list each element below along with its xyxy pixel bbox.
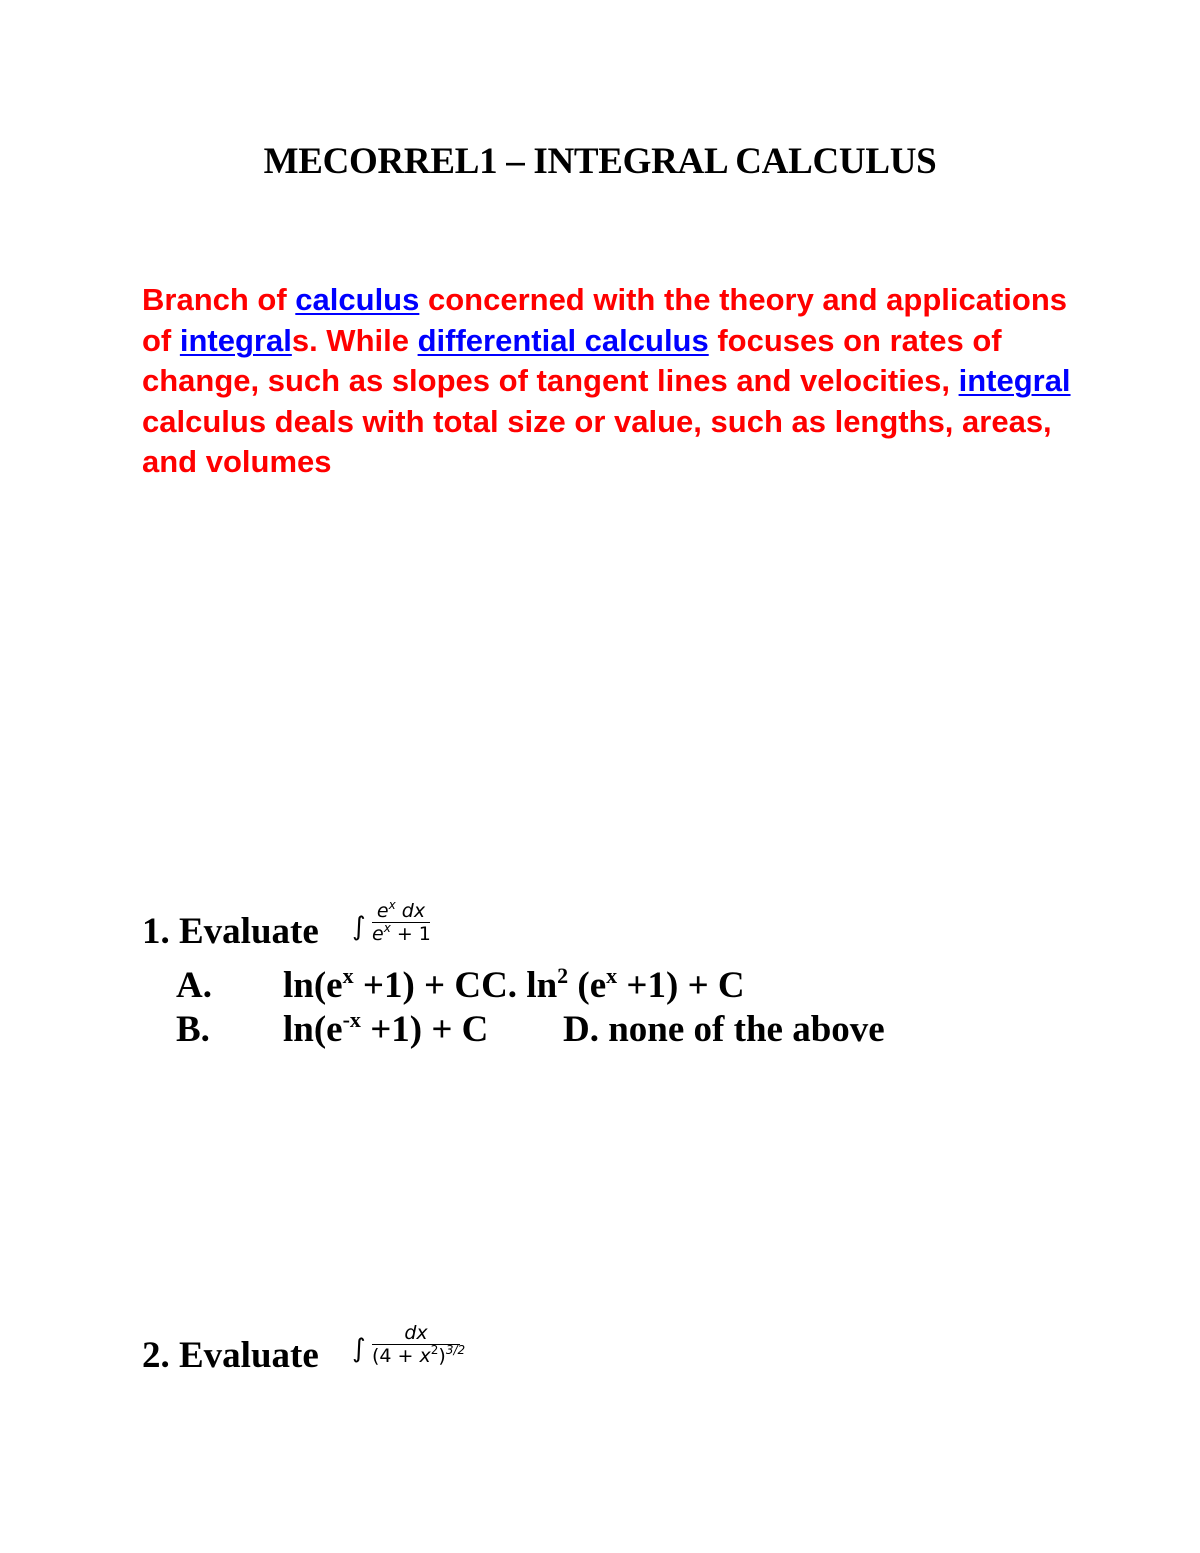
fraction-numerator: dx xyxy=(404,1322,428,1344)
question-prompt: Evaluate xyxy=(179,911,319,952)
integral-fraction xyxy=(372,1322,466,1367)
integral-sign: ∫ xyxy=(352,1334,366,1364)
intro-text: Branch of xyxy=(142,282,296,317)
question-number: 2. xyxy=(142,1335,170,1376)
question-1-label xyxy=(142,910,319,953)
fraction-denominator: $e^x + 1$ xyxy=(372,921,431,945)
link-integral[interactable]: integral xyxy=(958,363,1071,398)
option-b-text: $\ln(e^{-x} +1) + C$ xyxy=(283,1007,489,1050)
link-calculus[interactable]: calculus xyxy=(295,282,420,317)
intro-text: concerned with the theory and applications of xyxy=(142,282,1068,358)
intro-text: s. While xyxy=(291,322,418,358)
option-b-letter: B. xyxy=(176,1009,210,1050)
intro-text: focuses on rates of change, such as slopes of tangent lines and velocities, xyxy=(142,322,1002,398)
question-1-integral xyxy=(352,900,452,960)
question-prompt: Evaluate xyxy=(179,1335,319,1376)
option-a-letter: A. xyxy=(176,965,212,1006)
intro-text: calculus deals with total size or value, such as lengths, areas, and volumes xyxy=(142,403,1052,479)
question-2-label xyxy=(142,1334,319,1377)
intro-paragraph xyxy=(142,280,1082,483)
link-differential-calculus[interactable]: differential calculus xyxy=(417,322,709,358)
question-2-integral xyxy=(352,1322,472,1386)
page-title: MECORREL1 – INTEGRAL CALCULUS xyxy=(263,141,937,182)
option-c-letter: C. xyxy=(481,965,527,1006)
option-a-c-line: $\ln(e^x +1)$ + CC. $\ln^2 (e^x +1) + C$ xyxy=(283,963,745,1006)
question-number: 1. xyxy=(142,911,170,952)
option-d-text: D. none of the above xyxy=(563,1009,885,1050)
integral-sign: ∫ xyxy=(352,912,366,942)
link-integral[interactable]: integral xyxy=(179,322,292,358)
integral-fraction xyxy=(372,900,430,945)
fraction-denominator: $(4 + x^2)^{3/2}$ xyxy=(372,1343,466,1367)
fraction-numerator: $e^x$ dx xyxy=(376,898,426,922)
